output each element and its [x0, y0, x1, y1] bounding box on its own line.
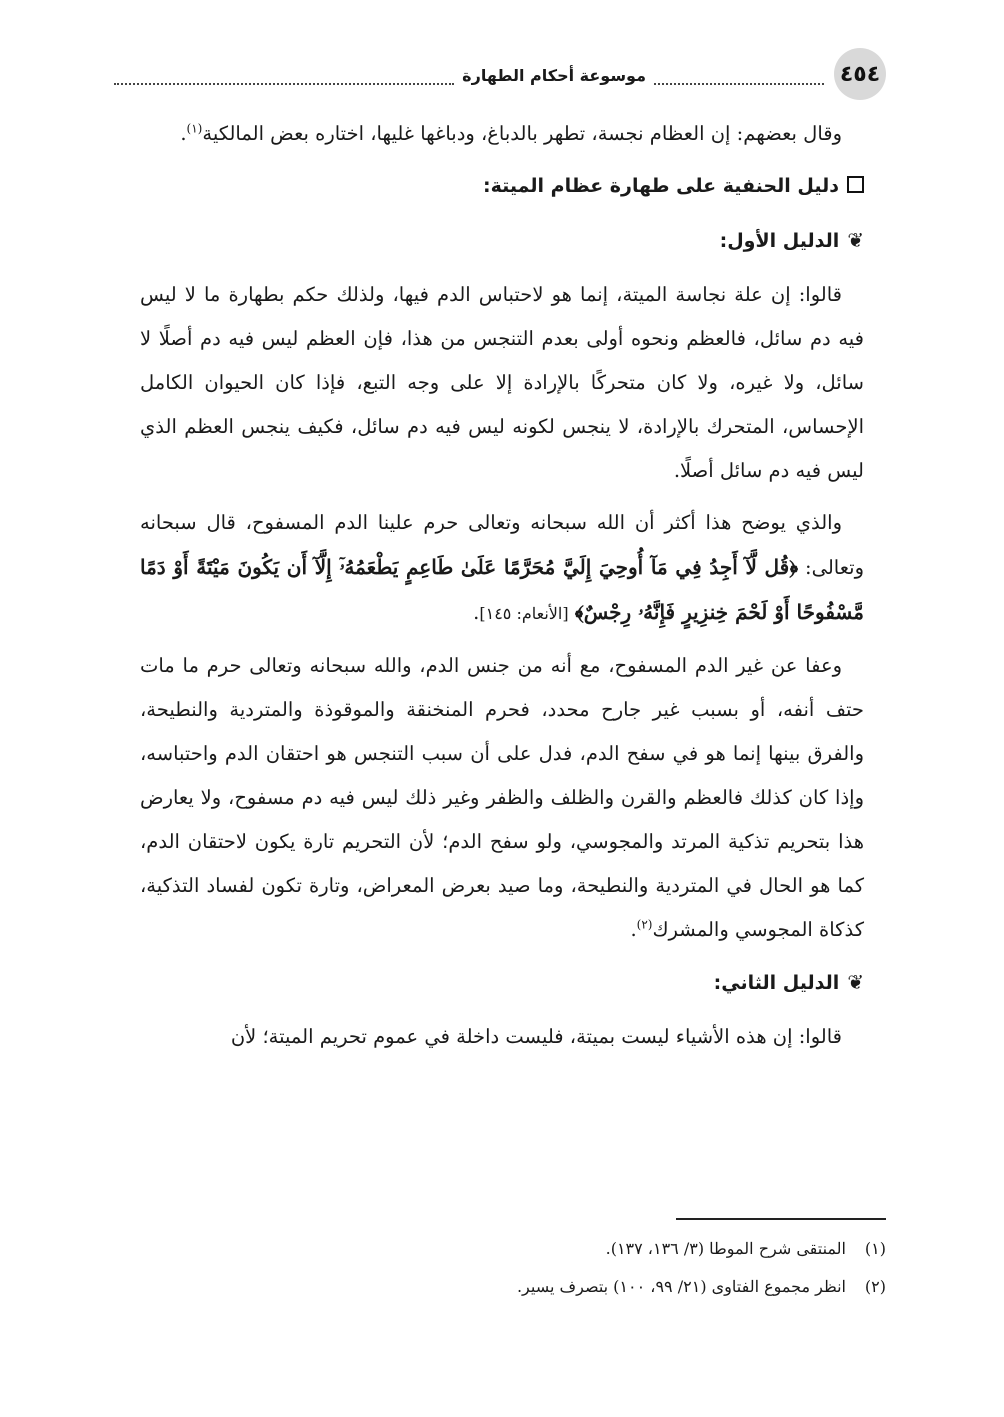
subheading-second-evidence-text: الدليل الثاني:: [713, 972, 840, 994]
paragraph-1-text: وقال بعضهم: إن العظام نجسة، تطهر بالدباغ، ودباغها غليها، اختاره بعض المالكية: [202, 122, 842, 145]
page-header: [114, 48, 886, 102]
square-checkbox-icon: [847, 176, 864, 193]
paragraph-4-end: .: [630, 918, 637, 941]
paragraph-2: قالوا: إن علة نجاسة الميتة، إنما هو لاحتباس الدم فيها، ولذلك حكم بطهارة ما لا ليس فيه دم سائل، فالعظم ونحوه أولى بعدم التنجس من هذا، فإن العظم ليس فيه دم أصلًا لا سائل، ولا غيره، ولا كان متحركًا بالإرادة إلا على وجه التبع، فإذا كان الحيوان الكامل الإحساس، المتحرك بالإرادة، لا ينجس لكونه ليس فيه دم سائل، فكيف ينجس العظم الذي ليس فيه دم سائل أصلًا.: [140, 283, 864, 482]
footnote-1-text: المنتقى شرح الموطا (٣/ ١٣٦، ١٣٧).: [605, 1239, 846, 1258]
paragraph-3: [140, 501, 864, 636]
leaf-ornament-icon: ❦: [847, 228, 864, 252]
header-dots-right: [654, 73, 824, 85]
header-dots-left: [114, 73, 454, 85]
footnote-ref-2: (٢): [636, 917, 653, 932]
paragraph-5: قالوا: إن هذه الأشياء ليست بميتة، فليست داخلة في عموم تحريم الميتة؛ لأن: [230, 1025, 842, 1048]
paragraph-4: [140, 644, 864, 952]
footnote-ref-1: (١): [186, 121, 203, 136]
page-number: ٤٥٤: [834, 48, 886, 100]
verse-citation: [الأنعام: ١٤٥]: [479, 604, 569, 623]
subheading-first-evidence-text: الدليل الأول:: [719, 230, 840, 252]
section-heading-text: دليل الحنفية على طهارة عظام الميتة:: [483, 175, 839, 197]
subheading-first-evidence: [140, 218, 864, 263]
footnote-2-number: (٢): [864, 1277, 886, 1296]
paragraph-4-text: وعفا عن غير الدم المسفوح، مع أنه من جنس الدم، والله سبحانه وتعالى حرم ما مات حتف أنفه، أو بسبب غير جارح محدد، فحرم المنخنقة والموقوذة والمتردية والنطيحة، والفرق بينها إنما هو في سفح الدم، فدل على أن سبب التنجس هو احتقان الدم واحتباسه، وإذا كان كذلك فالعظم والقرن والظلف والظفر وغير ذلك ليس فيه دم مسفوح، ولا يعارض هذا بتحريم تذكية المرتد والمجوسي، ولو سفح الدم؛ لأن التحريم تارة يكون لاحتقان الدم، كما هو الحال في المتردية والنطيحة، وما صيد بعرض المعراض، وتارة تكون لفساد التذكية، كذكاة المجوسي والمشرك: [140, 654, 864, 941]
paragraph-3-end: .: [473, 601, 480, 624]
leaf-ornament-icon: ❦: [847, 970, 864, 994]
page-body: [140, 112, 864, 1067]
footnotes: [140, 1232, 886, 1308]
section-heading: [140, 164, 864, 208]
subheading-second-evidence: [140, 960, 864, 1005]
book-title: موسوعة أحكام الطهارة: [462, 66, 646, 85]
paragraph-1-end: .: [180, 122, 187, 145]
paragraph-3-intro: والذي يوضح هذا أكثر أن الله سبحانه وتعالى حرم علينا الدم المسفوح، قال سبحانه وتعالى:: [140, 511, 864, 579]
footnote-1: [140, 1232, 886, 1266]
header-line: [114, 66, 824, 85]
footnote-divider: [676, 1218, 886, 1220]
footnote-2: [140, 1270, 886, 1304]
footnote-2-text: انظر مجموع الفتاوى (٢١/ ٩٩، ١٠٠) بتصرف يسير.: [516, 1277, 846, 1296]
quran-verse: ﴿قُل لَّآ أَجِدُ فِي مَآ أُوحِيَ إِلَيَّ مُحَرَّمًا عَلَىٰ طَاعِمٍ يَطْعَمُهُۥٓ إِلَّآ أَن يَكُونَ مَيْتَةً أَوْ دَمًا مَّسْفُوحًا أَوْ لَحْمَ خِنزِيرٍ فَإِنَّهُۥ رِجْسٌ﴾: [140, 555, 864, 624]
footnote-1-number: (١): [864, 1239, 886, 1258]
paragraph-1: [140, 112, 864, 156]
